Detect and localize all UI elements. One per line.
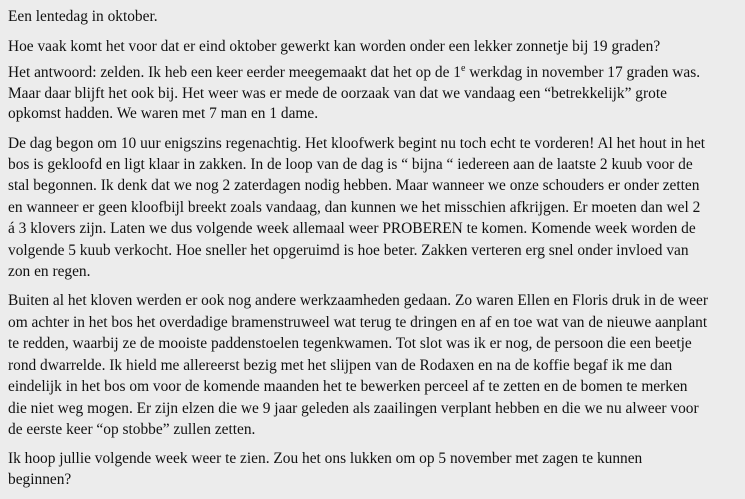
paragraph-2-line-2: Maar daar blijft het ook bij. Het weer was er mede de oorzaak van dat we vandaag een “betrekkelijk” grote xyxy=(8,85,667,102)
paragraph-3-line-3: stal begonnen. Ik denk dat we nog 2 zaterdagen nodig hebben. Maar wanneer we onze schouders er onder zetten xyxy=(8,177,700,194)
paragraph-2-line-3: opkomst hadden. We waren met 7 man en 1 dame. xyxy=(8,105,319,122)
document-title: Een lentedag in oktober. xyxy=(8,8,158,25)
paragraph-5-line-1: Ik hoop jullie volgende week weer te zien. Zou het ons lukken om op 5 november met zagen te kunnen xyxy=(8,450,643,467)
paragraph-4-line-4: rond dwarrelde. Ik hield me allereerst bezig met het slijpen van de Rodaxen en na de koffie begaf ik me dan xyxy=(8,357,673,374)
paragraph-3-line-1: De dag begon om 10 uur enigszins regenachtig. Het kloofwerk begint nu toch echt te vorderen! Al het hout in het xyxy=(8,135,706,152)
paragraph-3-line-5: á 3 klovers zijn. Laten we dus volgende week allemaal weer PROBEREN te komen. Komende week worden de xyxy=(8,220,696,237)
paragraph-3-line-4: en wanneer er geen kloofbijl breekt zoals vandaag, dan kunnen we het misschien afkrijgen. Er moeten dan wel 2 xyxy=(8,199,701,216)
paragraph-4-line-5: eindelijk in het bos om voor de komende maanden het te bewerken perceel af te zetten en de bomen te merken xyxy=(8,378,688,395)
paragraph-4-line-2: om achter in het bos het overdadige bramenstruweel wat terug te dringen en af en toe wat van de nieuwe aanplant xyxy=(8,314,708,331)
superscript-ordinal: e xyxy=(460,62,466,74)
paragraph-4-line-6: die niet weg mogen. Er zijn elzen die we 9 jaar geleden als zaailingen verplant hebben en die we nu alweer voor xyxy=(8,400,699,417)
paragraph-3-line-2: bos is gekloofd en ligt klaar in zakken. In de loop van de dag is “ bijna “ iedereen aan de laatste 2 kuub voor de xyxy=(8,156,693,173)
paragraph-2-line-1-rest: werkdag in november 17 graden was. xyxy=(465,64,701,81)
paragraph-4-line-7: de eerste keer “op stobbe” zullen zetten. xyxy=(8,421,256,438)
paragraph-4-line-3: te redden, waarbij ze de mooiste paddenstoelen tegenkwamen. Tot slot was ik er nog, de persoon die een beetje xyxy=(8,335,692,352)
paragraph-2-line-1-text: Het antwoord: zelden. Ik heb een keer eerder meegemaakt dat het op de 1 xyxy=(8,64,461,81)
paragraph-3-line-7: zon en regen. xyxy=(8,263,91,280)
paragraph-4-line-1: Buiten al het kloven werden er ook nog andere werkzaamheden gedaan. Zo waren Ellen en Floris druk in de weer xyxy=(8,292,709,309)
paragraph-1-line-1: Hoe vaak komt het voor dat er eind oktober gewerkt kan worden onder een lekker zonnetje bij 19 graden? xyxy=(8,38,661,55)
paragraph-5-line-2: beginnen? xyxy=(8,471,72,488)
paragraph-2-line-1 xyxy=(8,63,700,83)
paragraph-3-line-6: volgende 5 kuub verkocht. Hoe sneller het opgeruimd is hoe beter. Zakken verteren erg snel onder invloed van xyxy=(8,242,689,259)
